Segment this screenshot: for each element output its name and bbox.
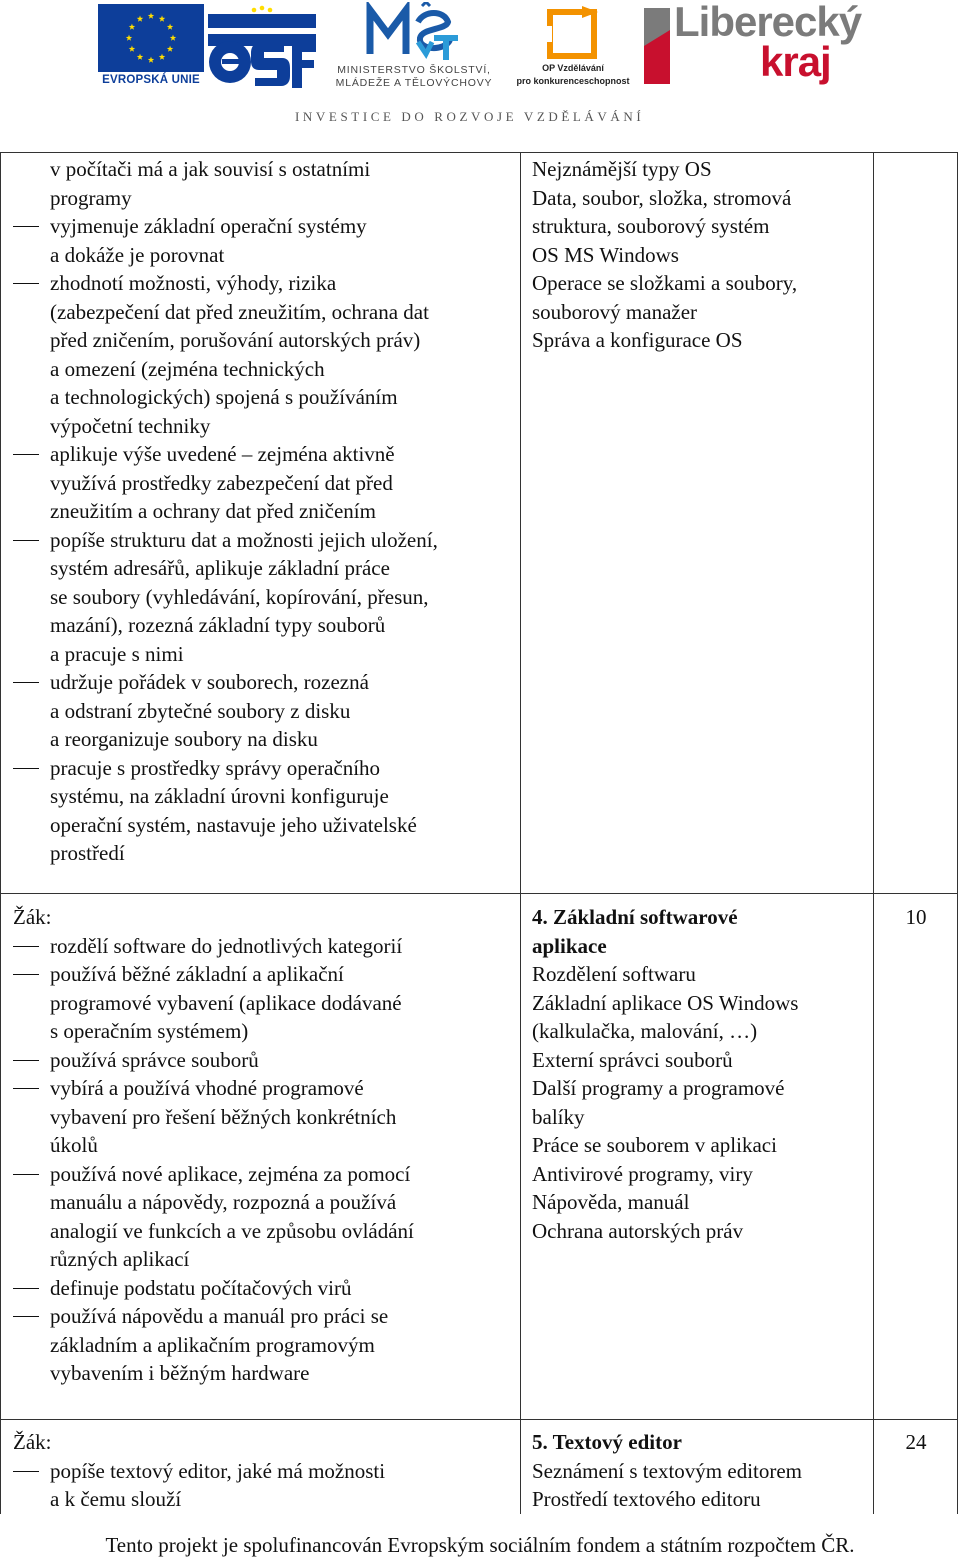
outcome-line: a omezení (zejména technických (50, 356, 325, 381)
eu-star-icon (148, 57, 154, 63)
op-label-line1: OP Vzdělávání (542, 63, 604, 73)
outcome-line: úkolů (50, 1133, 98, 1157)
outcome-bullet-line: vyjmenuje základní operační systémy (13, 212, 513, 241)
eu-star-icon (137, 16, 143, 22)
outcome-line: v počítači má a jak souvisí s ostatními (50, 157, 371, 181)
kraj-label: kraj (760, 38, 831, 85)
eu-star-icon (167, 46, 173, 52)
outcome-line: programové vybavení (aplikace dodávané (50, 990, 402, 1015)
outcome-bullet-line: používá nové aplikace, zejména za pomocí (13, 1160, 513, 1189)
outcome-line: (zabezpečení dat před zneužitím, ochrana dat (50, 299, 429, 324)
outcome-line: systému, na základní úrovni konfiguruje (50, 784, 389, 808)
outcomes-cell (13, 155, 513, 868)
outcome-bullet-line: vybírá a používá vhodné programové (13, 1074, 513, 1103)
topics-cell (532, 903, 867, 1245)
eu-star-icon (129, 24, 135, 30)
eu-star-icon (137, 54, 143, 60)
topic-line: souborový manažer (532, 299, 698, 324)
topics-cell (532, 155, 867, 355)
eu-star-icon (167, 24, 173, 30)
eu-star-icon (170, 35, 176, 41)
outcome-line: využívá prostředky zabezpečení dat před (50, 470, 393, 495)
eu-logo (98, 4, 204, 89)
outcome-line: vybavení pro řešení běžných konkrétních (50, 1104, 397, 1129)
topic-line: Data, soubor, složka, stromová (532, 185, 792, 210)
outcome-bullet-line: popíše textový editor, jaké má možnosti (13, 1457, 513, 1486)
outcome-line: základním a aplikačním programovým (50, 1332, 375, 1357)
footer-note: Tento projekt je spolufinancován Evropským sociálním fondem a státním rozpočtem ČR. (105, 1533, 855, 1557)
outcome-bullet-line: používá nápovědu a manuál pro práci se (13, 1302, 513, 1331)
outcome-bullet-line: rozdělí software do jednotlivých kategorií (13, 932, 513, 961)
row-divider (1, 893, 957, 894)
outcome-line: a odstraní zbytečné soubory z disku (50, 698, 351, 723)
tagline: INVESTICE DO ROZVOJE VZDĚLÁVÁNÍ (295, 109, 645, 124)
topic-line: Práce se souborem v aplikaci (532, 1133, 777, 1157)
outcome-bullet-line: definuje podstatu počítačových virů (13, 1274, 513, 1303)
curriculum-table (0, 152, 958, 1514)
outcome-line: výpočetní techniky (50, 413, 211, 438)
msmt-label-line1: MINISTERSTVO ŠKOLSTVÍ, (337, 64, 491, 76)
topic-line: Nejznámější typy OS (532, 157, 712, 181)
outcome-bullet-line: pracuje s prostředky správy operačního (13, 754, 513, 783)
topic-line: Ochrana autorských práv (532, 1218, 744, 1243)
outcome-line: a pracuje s nimi (50, 641, 184, 666)
eu-star-icon (159, 54, 165, 60)
eu-flag-icon (98, 4, 204, 72)
topic-line: Nápověda, manuál (532, 1190, 690, 1214)
outcome-line: mazání), rozezná základní typy souborů (50, 613, 386, 637)
outcome-line: a reorganizuje soubory na disku (50, 727, 318, 751)
eu-star-icon (126, 35, 132, 41)
row-divider (1, 1419, 957, 1420)
outcome-line: Žák: (13, 1430, 52, 1454)
outcome-line: prostředí (50, 841, 125, 865)
outcome-line: a dokáže je porovnat (50, 242, 225, 267)
outcome-line: a k čemu slouží (50, 1487, 182, 1511)
outcome-line: Žák: (13, 905, 52, 929)
msmt-logo (322, 2, 506, 90)
topic-line: Antivirové programy, viry (532, 1161, 753, 1186)
outcome-line: programy (50, 185, 132, 210)
op-label-line2: pro konkurenceschopnost (516, 76, 630, 86)
outcome-line: se soubory (vyhledávání, kopírování, přesun, (50, 584, 429, 609)
topic-heading-line: 5. Textový editor (532, 1430, 682, 1454)
topic-line: balíky (532, 1104, 585, 1129)
topic-line: Seznámení s textovým editorem (532, 1458, 803, 1483)
topic-line: Externí správci souborů (532, 1047, 733, 1072)
outcome-line: před zničením, porušování autorských práv) (50, 328, 421, 352)
msmt-label-line2: MLÁDEŽE A TĚLOVÝCHOVY (335, 77, 493, 89)
outcome-bullet-line: používá správce souborů (13, 1046, 513, 1075)
eu-star-icon (159, 16, 165, 22)
eu-star-icon (129, 46, 135, 52)
topic-line: Další programy a programové (532, 1076, 785, 1100)
topics-cell (532, 1428, 867, 1514)
hours-cell: 24 (905, 1430, 927, 1454)
column-divider (873, 153, 874, 1514)
topic-line: (kalkulačka, malování, …) (532, 1019, 758, 1043)
header-logos (0, 0, 960, 140)
topic-line: Operace se složkami a soubory, (532, 271, 798, 295)
outcomes-cell (13, 1428, 513, 1514)
outcome-bullet-line: udržuje pořádek v souborech, rozezná (13, 668, 513, 697)
eu-star-icon (148, 13, 154, 19)
outcome-line: manuálu a nápovědy, rozpozná a používá (50, 1190, 397, 1214)
column-divider (520, 153, 521, 1514)
liberecky-label: Liberecký (674, 0, 862, 45)
liberecky-kraj-logo (640, 0, 862, 92)
op-logo (512, 6, 634, 90)
hours-cell: 10 (905, 905, 927, 929)
outcome-bullet-line: používá běžné základní a aplikační (13, 960, 513, 989)
outcome-line: a technologických) spojená s používáním (50, 385, 398, 409)
outcome-line: vybavením i běžným hardware (50, 1361, 310, 1385)
outcome-bullet-line: zhodnotí možnosti, výhody, rizika (13, 269, 513, 298)
outcome-line: s operačním systémem) (50, 1019, 249, 1043)
topic-line: Správa a konfigurace OS (532, 328, 743, 352)
topic-heading-line: 4. Základní softwarové (532, 905, 738, 929)
outcome-line: různých aplikací (50, 1247, 190, 1271)
outcome-line: operační systém, nastavuje jeho uživatelské (50, 812, 417, 837)
outcome-bullet-line: popíše strukturu dat a možnosti jejich uložení, (13, 526, 513, 555)
topic-line: struktura, souborový systém (532, 214, 770, 238)
outcomes-cell (13, 903, 513, 1388)
topic-line: OS MS Windows (532, 242, 679, 267)
esf-logo (208, 4, 316, 88)
outcome-line: analogií ve funkcích a ve způsobu ovládání (50, 1218, 414, 1243)
eu-label: EVROPSKÁ UNIE (102, 74, 200, 86)
outcome-bullet-line: aplikuje výše uvedené – zejména aktivně (13, 440, 513, 469)
topic-line: Základní aplikace OS Windows (532, 990, 799, 1015)
topic-heading-line: aplikace (532, 933, 607, 958)
topic-line: Rozdělení softwaru (532, 962, 696, 986)
outcome-line: systém adresářů, aplikuje základní práce (50, 556, 390, 580)
topic-line: Prostředí textového editoru (532, 1487, 761, 1511)
outcome-line: zneužitím a ochrany dat před zničením (50, 499, 376, 523)
